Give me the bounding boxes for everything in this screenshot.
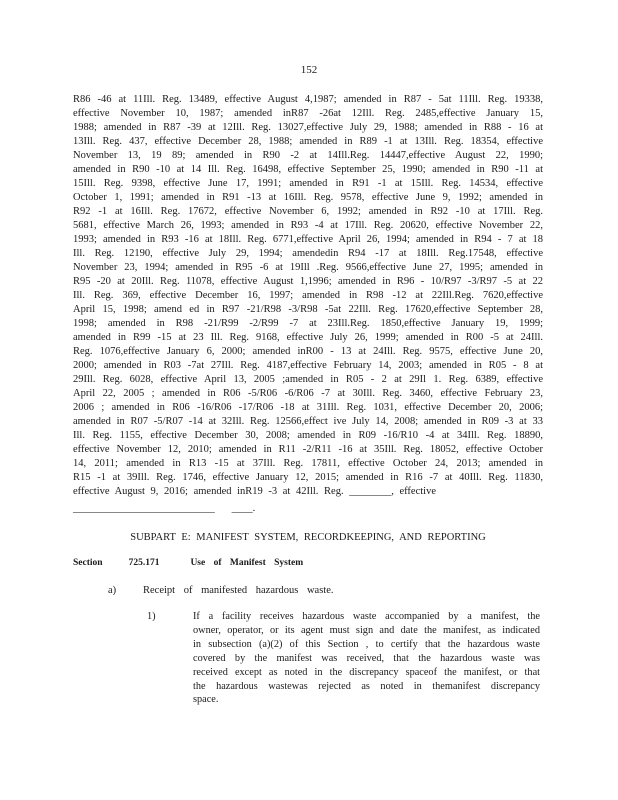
text-line: Ill. Reg. 12190, effective July 29, 1994; amendedin R94 -17 at 18Ill. Reg.17548, effective <box>73 248 543 259</box>
text-line: October 1, 1991; amended in R91 -13 at 16Ill. Reg. 9578, effective June 9, 1992; amended in <box>73 192 543 203</box>
text-line: Ill. Reg. 369, effective December 16, 1997; amended in R98 -12 at 22Ill.Reg. 7620,effective <box>73 290 543 301</box>
section-number: 725.171 <box>128 558 160 568</box>
paragraph-1-label: 1) <box>147 611 156 622</box>
section-heading <box>73 558 543 568</box>
text-line: 1988; amended in R87 -39 at 12Ill. Reg. 13027,effective July 29, 1988; amended in R88 - 16 at <box>73 122 543 133</box>
text-line: space. <box>193 694 219 706</box>
subsection-a <box>108 585 543 596</box>
section-title: Use of Manifest System <box>190 558 304 568</box>
page-number: 152 <box>300 64 318 76</box>
text-line: 2000; amended in R03 -7at 27Ill. Reg. 4187,effective February 14, 2003; amended in R05 - 8 at <box>73 360 543 371</box>
text-line: 15Ill. Reg. 9398, effective June 17, 1991; amended in R91 -1 at 15Ill. Reg. 14534, effective <box>73 178 543 189</box>
amendment-history-paragraph <box>73 93 543 516</box>
text-line: effective November 10, 1987; amended inR87 -26at 12Ill. Reg. 2485,effective January 15, <box>73 108 543 119</box>
text-line: April 22, 2005 ; amended in R06 -5/R06 -6/R06 -7 at 30Ill. Reg. 3460, effective February 23, <box>73 388 543 399</box>
text-line: R95 -20 at 20Ill. Reg. 11078, effective August 1,1996; amended in R96 - 10/R97 -3/R97 -5 at 22 <box>73 276 543 287</box>
subpart-heading: SUBPART E: MANIFEST SYSTEM, RECORDKEEPING, AND REPORTING <box>130 532 486 543</box>
text-line: R86 -46 at 11Ill. Reg. 13489, effective August 4,1987; amended in R87 - 5at 11Ill. Reg. 19338, <box>73 94 543 105</box>
paragraph-1 <box>147 610 540 707</box>
text-line: Ill. Reg. 1155, effective December 30, 2008; amended in R09 -16/R10 -4 at 34Ill. Reg. 18890, <box>73 430 543 441</box>
text-line: April 15, 1998; amend ed in R97 -21/R98 -3/R98 -5at 22Ill. Reg. 17620,effective September 28, <box>73 304 543 315</box>
text-line: 5681, effective March 26, 1993; amended in R93 -4 at 17Ill. Reg. 20620, effective November 22, <box>73 220 543 231</box>
paragraph-1-text <box>193 610 540 707</box>
text-line: November 23, 1994; amended in R95 -6 at 19Ill .Reg. 9566,effective June 27, 1995; amended in <box>73 262 543 273</box>
text-line: 13Ill. Reg. 437, effective December 28, 1988; amended in R89 -1 at 13Ill. Reg. 18354, effective <box>73 136 543 147</box>
subsection-a-label: a) <box>108 585 117 596</box>
text-line: R15 -1 at 39Ill. Reg. 1746, effective January 12, 2015; amended in R16 -7 at 40Ill. Reg. 11830, <box>73 472 543 483</box>
text-line: ___________________________ ____. <box>73 503 256 514</box>
text-line: in subsection (a)(2) of this Section , to certify that the hazardous waste <box>193 638 540 650</box>
text-line: received except as noted in the discrepancy spaceof the manifest, or that <box>193 666 540 678</box>
text-line: R92 -1 at 16Ill. Reg. 17672, effective November 6, 1992; amended in R92 -10 at 17Ill. Reg. <box>73 206 543 217</box>
text-line: November 13, 19 89; amended in R90 -2 at 14Ill.Reg. 14447,effective August 22, 1990; <box>73 150 543 161</box>
text-line: 2006 ; amended in R06 -16/R06 -17/R06 -18 at 31Ill. Reg. 1031, effective December 20, 2006; <box>73 402 543 413</box>
text-line: If a facility receives hazardous waste accompanied by a manifest, the <box>193 611 540 622</box>
text-line: amended in R07 -5/R07 -14 at 32Ill. Reg. 12566,effect ive July 14, 2008; amended in R09 -3 at 33 <box>73 416 543 427</box>
text-line: covered by the manifest was received, that the hazardous waste was <box>193 652 540 664</box>
text-line: effective November 12, 2010; amended in R11 -2/R11 -16 at 35Ill. Reg. 18052, effective October <box>73 444 543 455</box>
text-line: Reg. 1076,effective January 6, 2000; amended inR00 - 13 at 24Ill. Reg. 9575, effective June 20, <box>73 346 543 357</box>
text-line: 14, 2011; amended in R13 -15 at 37Ill. Reg. 17811, effective October 24, 2013; amended in <box>73 458 543 469</box>
text-line: 29Ill. Reg. 6028, effective April 13, 2005 ;amended in R05 - 2 at 29Il 1. Reg. 6389, effective <box>73 374 543 385</box>
section-label: Section <box>73 558 103 568</box>
text-line: owner, operator, or its agent must sign and date the manifest, as indicated <box>193 624 540 636</box>
text-line: the hazardous wastewas rejected as noted in themanifest discrepancy <box>193 680 540 692</box>
subsection-a-text: Receipt of manifested hazardous waste. <box>143 585 334 596</box>
text-line: amended in R99 -15 at 23 Ill. Reg. 9168, effective July 26, 1999; amended in R00 -5 at 24Ill. <box>73 332 543 343</box>
text-line: effective August 9, 2016; amended inR19 -3 at 42Ill. Reg. ________, effective <box>73 486 436 497</box>
text-line: 1993; amended in R93 -16 at 18Ill. Reg. 6771,effective April 26, 1994; amended in R94 - 7 at 18 <box>73 234 543 245</box>
text-line: 1998; amended in R98 -21/R99 -2/R99 -7 at 23Ill.Reg. 1850,effective January 19, 1999; <box>73 318 543 329</box>
text-line: amended in R90 -10 at 14 Ill. Reg. 16498, effective September 25, 1990; amended in R90 -11 at <box>73 164 543 175</box>
